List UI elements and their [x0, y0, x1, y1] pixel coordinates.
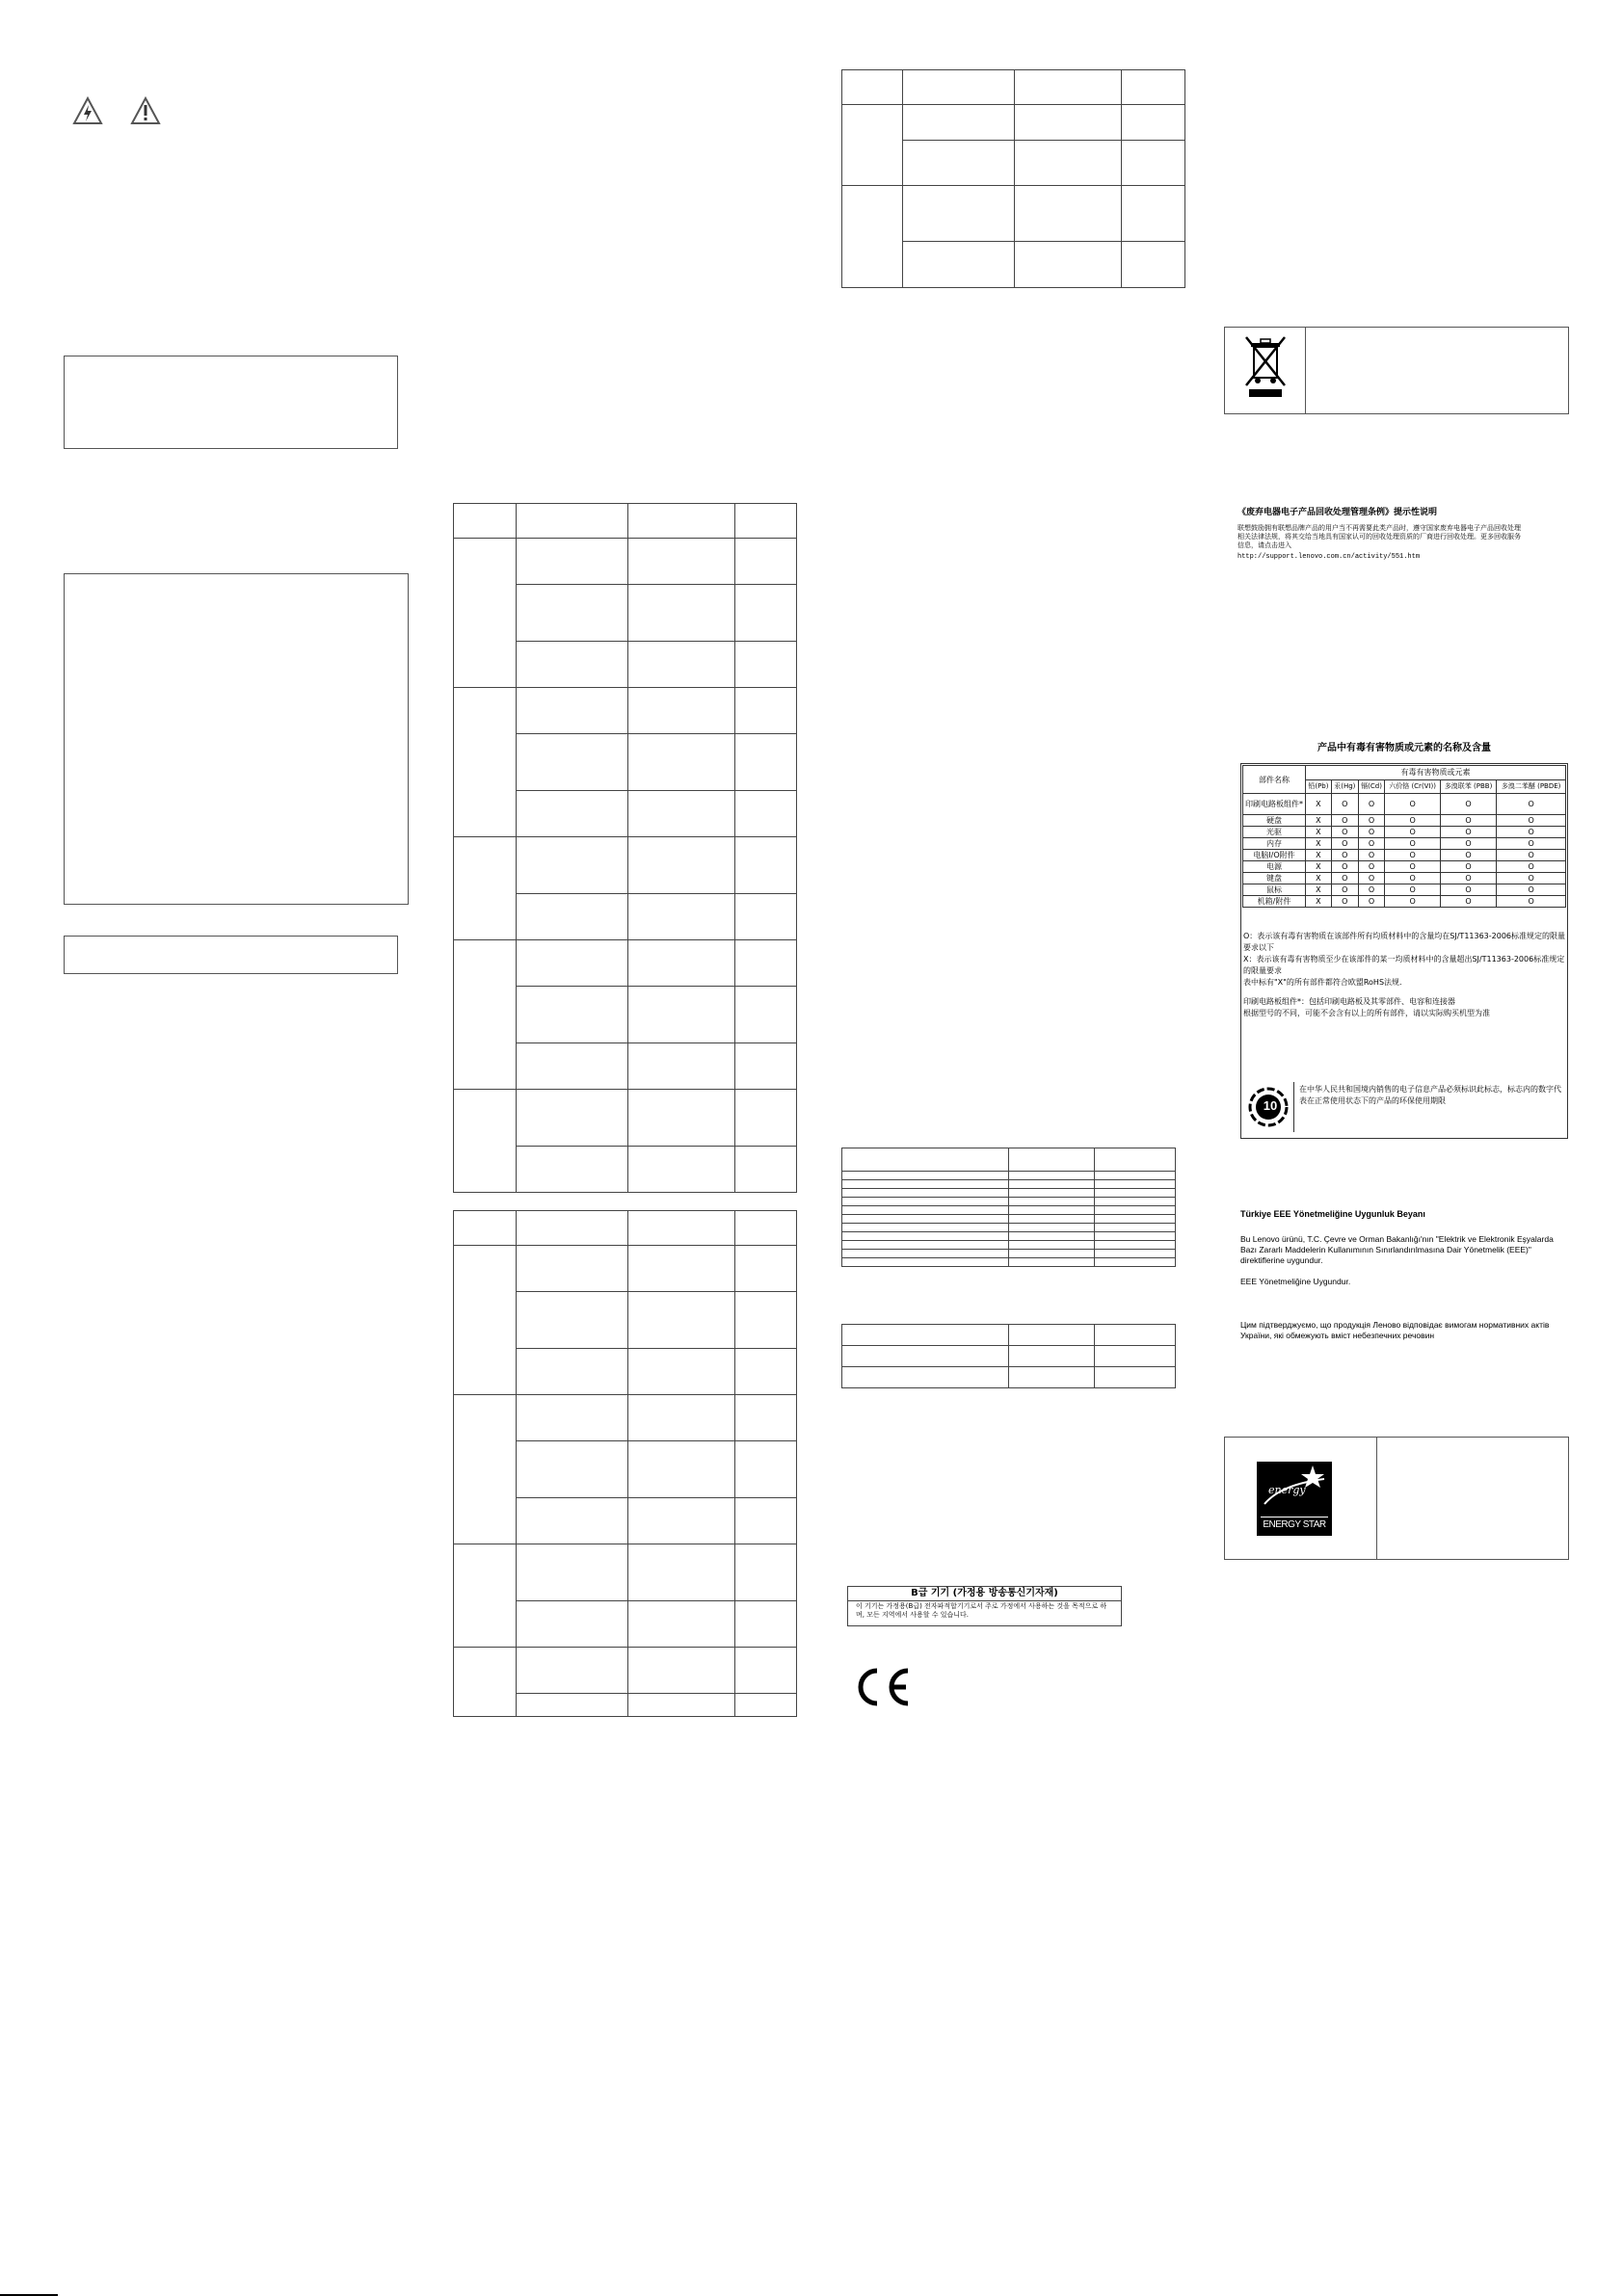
- hazard-part: 印刷电路板组件*: [1243, 794, 1306, 815]
- table-row: [1243, 838, 1566, 850]
- hazard-cell: O: [1358, 794, 1385, 815]
- hazard-part: 电脑I/O附件: [1243, 850, 1306, 861]
- hazard-note-rohs: 表中标有"X"的所有部件都符合欧盟RoHS法规.: [1243, 978, 1402, 987]
- ukraine-body: Цим підтверджуємо, що продукція Леново відповідає вимогам нормативних актів України, які обмежують вміст небезпечних речовин: [1240, 1320, 1550, 1340]
- korea-kc-body: 이 기기는 가정용(B급) 전자파적합기기로서 주로 가정에서 사용하는 것을 목적으로 하며, 모든 지역에서 사용할 수 있습니다.: [856, 1602, 1107, 1619]
- hazard-cell: X: [1306, 884, 1332, 896]
- hazard-note-pcb: 印刷电路板组件*：包括印刷电路板及其零部件、电容和连接器: [1243, 997, 1455, 1006]
- hazard-part: 内存: [1243, 838, 1306, 850]
- hazard-part: 电源: [1243, 861, 1306, 873]
- hazard-cell: O: [1358, 827, 1385, 838]
- hazard-note-model: 根据型号的不同，可能不会含有以上的所有部件，请以实际购买机型为准: [1243, 1009, 1490, 1017]
- hazard-cell: O: [1385, 794, 1441, 815]
- weee-notice-box: [1224, 327, 1569, 414]
- korea-kc-notice: [847, 1586, 1122, 1626]
- hazard-cell: O: [1497, 850, 1566, 861]
- turkey-compliance: EEE Yönetmeliğine Uygundur.: [1240, 1277, 1351, 1286]
- weee-crossed-bin-icon: [1241, 333, 1290, 403]
- hazard-cell: O: [1385, 827, 1441, 838]
- efup-label: [1243, 1082, 1565, 1132]
- energy-star-box: [1224, 1437, 1569, 1560]
- hazard-cell: O: [1331, 815, 1358, 827]
- hazard-cell: O: [1331, 873, 1358, 884]
- electrical-hazard-icon: [72, 96, 103, 125]
- hazard-cell: O: [1331, 850, 1358, 861]
- hazard-part: 鼠标: [1243, 884, 1306, 896]
- caution-warning-icon: [130, 96, 161, 125]
- hazard-substance-pbb: 多溴联苯 (PBB): [1440, 779, 1496, 794]
- hazard-cell: X: [1306, 815, 1332, 827]
- hazard-cell: O: [1358, 850, 1385, 861]
- efup-years: 10: [1263, 1098, 1278, 1113]
- compact-table-a: [841, 1148, 1176, 1267]
- hazard-cell: O: [1358, 873, 1385, 884]
- hazard-cell: O: [1358, 896, 1385, 908]
- hazard-cell: O: [1440, 827, 1496, 838]
- hazard-cell: O: [1331, 884, 1358, 896]
- hazard-part: 硬盘: [1243, 815, 1306, 827]
- hazard-cell: O: [1440, 815, 1496, 827]
- table-row: [1243, 815, 1566, 827]
- hazard-note-x: X：表示该有毒有害物质至少在该部件的某一均质材料中的含量超出SJ/T11363-2006标准规定的限量要求: [1243, 955, 1565, 975]
- china-recycling-url[interactable]: http://support.lenovo.com.cn/activity/551.htm: [1237, 553, 1421, 561]
- hazard-cell: X: [1306, 827, 1332, 838]
- compact-table-b: [841, 1324, 1176, 1388]
- hazard-cell: O: [1497, 861, 1566, 873]
- hazard-substance-table: [1242, 765, 1566, 908]
- hazard-cell: O: [1358, 861, 1385, 873]
- table-row: [1243, 850, 1566, 861]
- hazard-cell: O: [1497, 815, 1566, 827]
- hazard-part: 机箱/附件: [1243, 896, 1306, 908]
- energy-star-logo: [1257, 1462, 1332, 1536]
- hazard-cell: O: [1358, 838, 1385, 850]
- hazard-cell: X: [1306, 896, 1332, 908]
- hazard-notes: [1243, 931, 1565, 1019]
- notice-box-large: [64, 573, 409, 905]
- turkey-body: Bu Lenovo ürünü, T.C. Çevre ve Orman Bakanlığı'nın "Elektrik ve Elektronik Eşyalarda Bazı Zararlı Maddelerin Kullanımının Sınırlandırılmasına Dair Yönetmelik (EEE)" direktiflerine uygundur.: [1240, 1234, 1554, 1265]
- hazard-cell: O: [1497, 896, 1566, 908]
- spec-table-1: [453, 503, 797, 1193]
- energy-star-text: ENERGY STAR: [1263, 1519, 1326, 1530]
- hazard-cell: O: [1385, 884, 1441, 896]
- hazard-cell: O: [1385, 815, 1441, 827]
- hazard-part: 光驱: [1243, 827, 1306, 838]
- hazard-cell: X: [1306, 873, 1332, 884]
- table-row: [1243, 896, 1566, 908]
- hazard-cell: O: [1497, 873, 1566, 884]
- energy-star-script: energy: [1268, 1484, 1306, 1496]
- hazard-cell: O: [1385, 838, 1441, 850]
- hazard-cell: O: [1358, 884, 1385, 896]
- spec-table-3: [841, 69, 1185, 288]
- hazard-cell: O: [1440, 873, 1496, 884]
- notice-box-top: [64, 356, 398, 449]
- hazard-note-o: O：表示该有毒有害物质在该部件所有均质材料中的含量均在SJ/T11363-2006标准规定的限量要求以下: [1243, 932, 1566, 952]
- hazard-cell: O: [1440, 794, 1496, 815]
- hazard-cell: O: [1385, 861, 1441, 873]
- hazard-cell: O: [1497, 794, 1566, 815]
- hazard-part-header: 部件名称: [1243, 766, 1306, 794]
- hazard-substance-pb: 铅(Pb): [1306, 779, 1332, 794]
- hazard-cell: X: [1306, 794, 1332, 815]
- table-row: [1243, 873, 1566, 884]
- spec-table-2: [453, 1210, 797, 1717]
- turkey-heading: Türkiye EEE Yönetmeliğine Uygunluk Beyanı: [1240, 1209, 1425, 1219]
- korea-kc-title: B급 기기 (가정용 방송통신기자재): [848, 1587, 1121, 1601]
- hazard-cell: O: [1497, 827, 1566, 838]
- china-recycling-heading: 《废弃电器电子产品回收处理管理条例》提示性说明: [1237, 508, 1438, 517]
- hazard-cell: O: [1440, 861, 1496, 873]
- efup-text: 在中华人民共和国境内销售的电子信息产品必须标识此标志，标志内的数字代表在正常使用状态下的产品的环保使用期限: [1299, 1085, 1561, 1105]
- hazard-cell: X: [1306, 850, 1332, 861]
- table-row: [1243, 827, 1566, 838]
- table-row: [1243, 884, 1566, 896]
- hazard-group-header: 有毒有害物质或元素: [1306, 766, 1566, 780]
- hazard-cell: O: [1440, 884, 1496, 896]
- table-row: [1243, 794, 1566, 815]
- hazard-cell: O: [1497, 884, 1566, 896]
- hazard-cell: O: [1331, 838, 1358, 850]
- hazard-cell: X: [1306, 861, 1332, 873]
- hazard-cell: O: [1440, 850, 1496, 861]
- table-row: [1243, 861, 1566, 873]
- hazard-substance-cr6: 六价铬 (Cr(VI)): [1385, 779, 1441, 794]
- hazard-cell: O: [1358, 815, 1385, 827]
- hazard-cell: O: [1331, 794, 1358, 815]
- hazard-cell: O: [1497, 838, 1566, 850]
- notice-box-small: [64, 936, 398, 974]
- hazard-substance-cd: 镉(Cd): [1358, 779, 1385, 794]
- china-recycling-body: 联想鼓励拥有联想品牌产品的用户当不再需要此类产品时，遵守国家废弃电器电子产品回收处理相关法律法规，将其交给当地具有国家认可的回收处理资质的厂商进行回收处理。更多回收服务信息，请点击进入: [1237, 524, 1521, 549]
- hazard-cell: O: [1385, 896, 1441, 908]
- hazard-substance-hg: 汞(Hg): [1331, 779, 1358, 794]
- hazard-cell: O: [1440, 896, 1496, 908]
- hazard-cell: O: [1331, 861, 1358, 873]
- hazard-cell: X: [1306, 838, 1332, 850]
- hazard-cell: O: [1331, 896, 1358, 908]
- ce-mark-icon: [850, 1665, 912, 1709]
- hazard-cell: O: [1331, 827, 1358, 838]
- hazard-cell: O: [1385, 850, 1441, 861]
- hazard-substance-pbde: 多溴二苯醚 (PBDE): [1497, 779, 1566, 794]
- hazard-cell: O: [1385, 873, 1441, 884]
- hazard-cell: O: [1440, 838, 1496, 850]
- hazard-part: 键盘: [1243, 873, 1306, 884]
- hazard-table-title: 产品中有毒有害物质或元素的名称及含量: [1317, 743, 1491, 753]
